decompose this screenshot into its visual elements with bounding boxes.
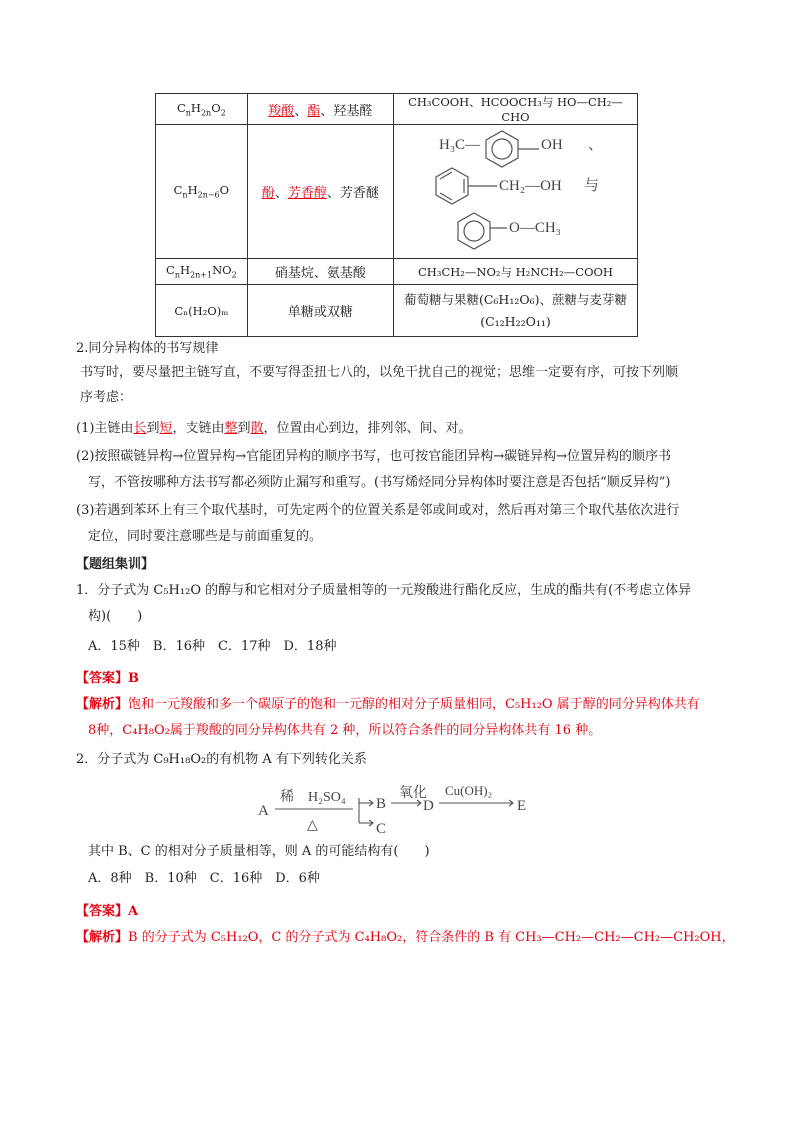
question-2-cont: 其中 B、C 的相对分子质量相等，则 A 的可能结构有( ) bbox=[88, 844, 430, 859]
formula-sub: 2n bbox=[200, 108, 212, 118]
analysis-2 bbox=[76, 929, 735, 947]
ex1-sep: 、 bbox=[587, 137, 603, 153]
example-text: (C₁₂H₂₂O₁₁) bbox=[480, 313, 551, 329]
formula-text: C bbox=[166, 263, 175, 278]
compound-b: B bbox=[376, 796, 387, 812]
class-name: 羧酸 bbox=[268, 103, 295, 119]
classes-cell: 硝基烷、氨基酸 bbox=[247, 259, 393, 285]
ex1-right: OH bbox=[540, 137, 563, 153]
formula-text: NO bbox=[212, 263, 232, 278]
benzene-ring-icon bbox=[492, 139, 512, 159]
question-2: 2．分子式为 C₉H₁₈O₂的有机物 A 有下列转化关系 bbox=[76, 752, 367, 767]
rule-keyword: 长 bbox=[133, 421, 147, 436]
answer-label: 【答案】 bbox=[76, 671, 129, 686]
paragraph-line: (2)按照碳链异构→位置异构→官能团异构的顺序书写，也可按官能团异构→碳链异构→位置异构的顺序书 bbox=[76, 449, 671, 464]
table-row bbox=[156, 125, 638, 259]
analysis-1-cont: 8种，C₄H₈O₂属于羧酸的同分异构体共有 2 种，所以符合条件的同分异构体共有 16 种。 bbox=[88, 723, 602, 738]
analysis-text: B 的分子式为 C₅H₁₂O，C 的分子式为 C₄H₈O₂，符合条件的 B 有 CH₃—CH₂—CH₂—CH₂—CH₂OH， bbox=[128, 930, 735, 945]
formula-text: O bbox=[219, 183, 230, 198]
compound-d: D bbox=[423, 798, 434, 814]
analysis-text: 饱和一元羧酸和多一个碳原子的饱和一元醇的相对分子质量相同，C₅H₁₂O 属于醇的同分异构体共有 bbox=[128, 697, 700, 712]
formula-sub: 2n−6 bbox=[197, 190, 220, 200]
condition-cuoh2: Cu(OH)₂ bbox=[445, 783, 493, 798]
analysis-1 bbox=[76, 696, 700, 714]
analysis-label: 【解析】 bbox=[76, 930, 129, 945]
paragraph-line: 写，不管按哪种方法书写都必须防止漏写和重写。(书写烯烃同分异构体时要注意是否包括“顺反异构”) bbox=[88, 475, 671, 490]
compound-c: C bbox=[376, 821, 387, 835]
benzene-ring-icon bbox=[458, 213, 490, 249]
question-2-options: A．8种 B．10种 C．16种 D．6种 bbox=[88, 871, 320, 886]
question-1-cont: 构)( ) bbox=[88, 609, 143, 624]
rule-keyword: 整 bbox=[224, 421, 238, 436]
answer-2 bbox=[76, 903, 138, 921]
formula-text: C bbox=[176, 100, 186, 115]
example-text: CH₃COOH、HCOOCH₃与 HO—CH₂—CHO bbox=[408, 95, 623, 124]
compound-e: E bbox=[517, 798, 527, 814]
structure-drawings bbox=[394, 125, 637, 258]
answer-1 bbox=[76, 670, 139, 688]
formula-sub: 2n+1 bbox=[190, 270, 213, 280]
rule-text: 到 bbox=[146, 421, 160, 436]
classes-cell bbox=[247, 94, 393, 125]
formula-text: C bbox=[173, 183, 183, 198]
class-name: 酯 bbox=[307, 103, 321, 119]
separator: 、 bbox=[294, 103, 308, 119]
ex2-right: CH₂—OH bbox=[498, 178, 562, 194]
rule-text: (1)主链由 bbox=[76, 421, 134, 436]
answer-value: B bbox=[128, 671, 140, 686]
separator: 、 bbox=[326, 186, 340, 201]
formula-text: H bbox=[190, 100, 201, 115]
table-row bbox=[156, 285, 638, 337]
example-cell bbox=[393, 285, 637, 337]
condition-heat: △ bbox=[307, 818, 318, 833]
classes-cell bbox=[247, 125, 393, 259]
paragraph-line: (3)若遇到苯环上有三个取代基时，可先定两个的位置关系是邻或间或对，然后再对第三个取代基依次进行 bbox=[76, 503, 680, 518]
structure-cell bbox=[393, 125, 637, 259]
question-1-options: A．15种 B．16种 C．17种 D．18种 bbox=[88, 639, 337, 654]
formula-text: H bbox=[180, 263, 191, 278]
separator: 、 bbox=[274, 186, 288, 201]
ex3-right: O—CH₃ bbox=[508, 220, 561, 236]
table-row bbox=[156, 259, 638, 285]
condition-acid: 稀 H₂SO₄ bbox=[280, 790, 346, 805]
class-name: 芳香醚 bbox=[339, 186, 379, 201]
answer-value: A bbox=[128, 904, 139, 919]
formula-sub: 2 bbox=[231, 270, 237, 280]
ex2-sep: 与 bbox=[583, 178, 599, 194]
isomer-class-table bbox=[155, 93, 638, 337]
class-name: 芳香醇 bbox=[287, 186, 327, 201]
question-1: 1．分子式为 C₅H₁₂O 的醇与和它相对分子质量相等的一元羧酸进行酯化反应，生成的酯共有(不考虑立体异 bbox=[76, 583, 692, 598]
rule-text: 到 bbox=[237, 421, 251, 436]
section-heading: 2.同分异构体的书写规律 bbox=[76, 341, 219, 356]
benzene-ring-icon bbox=[436, 168, 468, 204]
example-text: 葡萄糖与果糖(C₆H₁₂O₆)、蔗糖与麦芽糖 bbox=[403, 291, 627, 307]
class-name: 羟基醛 bbox=[333, 103, 373, 119]
formula-text: H bbox=[187, 183, 198, 198]
classes-cell: 单糖或双糖 bbox=[247, 285, 393, 337]
ex1-left: H₃C— bbox=[438, 137, 481, 153]
formula-cell: Cₙ(H₂O)ₘ bbox=[156, 285, 248, 337]
formula-sub: n bbox=[182, 190, 188, 200]
formula-cell bbox=[156, 94, 248, 125]
class-name: 酚 bbox=[261, 186, 275, 201]
rule-text: ，位置由心到边，排列邻、间、对。 bbox=[263, 421, 472, 436]
paragraph-line: 书写时，要尽量把主链写直，不要写得歪扭七八的，以免干扰自己的视觉；思维一定要有序，可按下列顺 bbox=[80, 365, 679, 380]
reaction-scheme bbox=[255, 773, 545, 835]
answer-label: 【答案】 bbox=[76, 904, 129, 919]
formula-cell bbox=[156, 125, 248, 259]
separator: 、 bbox=[320, 103, 334, 119]
formula-text: O bbox=[211, 100, 221, 115]
rule-keyword: 散 bbox=[250, 421, 264, 436]
formula-sub: n bbox=[174, 270, 180, 280]
paragraph-line: 序考虑： bbox=[80, 390, 133, 405]
example-cell bbox=[393, 94, 637, 125]
rule-text: ，支链由 bbox=[172, 421, 225, 436]
exercise-heading: 【题组集训】 bbox=[76, 557, 155, 572]
paragraph-line: 定位，同时要注意哪些是与前面重复的。 bbox=[88, 529, 323, 544]
formula-sub: 2 bbox=[220, 108, 226, 118]
benzene-ring-icon bbox=[486, 131, 518, 167]
table-row bbox=[156, 94, 638, 125]
example-cell: CH₃CH₂—NO₂与 H₂NCH₂—COOH bbox=[393, 259, 637, 285]
rule-keyword: 短 bbox=[159, 421, 173, 436]
condition-oxidize: 氧化 bbox=[399, 786, 427, 801]
formula-sub: n bbox=[185, 108, 191, 118]
analysis-label: 【解析】 bbox=[76, 697, 129, 712]
compound-a: A bbox=[258, 803, 269, 819]
rule-1 bbox=[76, 420, 472, 438]
formula-cell bbox=[156, 259, 248, 285]
